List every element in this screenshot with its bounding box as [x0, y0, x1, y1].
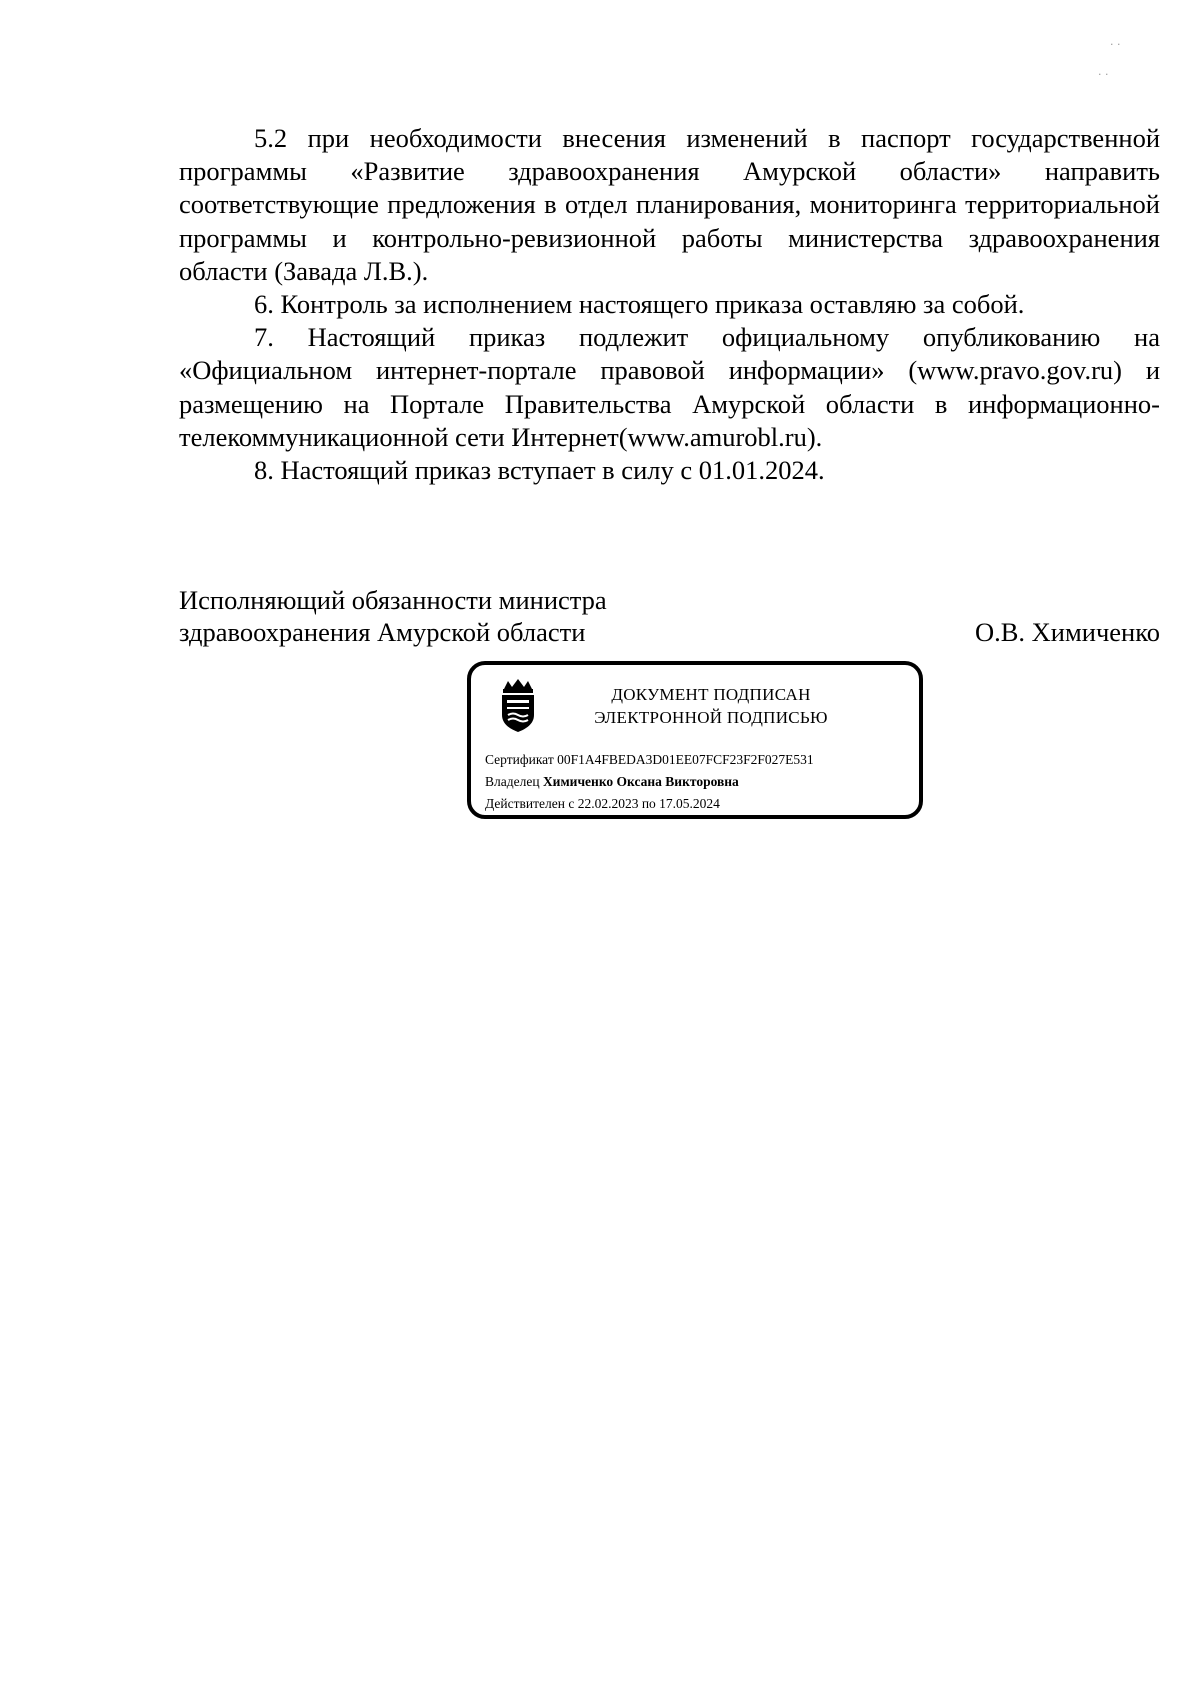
valid-label: Действителен	[485, 796, 565, 811]
certificate-value: 00F1A4FBEDA3D01EE07FCF23F2F027E531	[557, 752, 814, 767]
valid-from-date: 22.02.2023	[577, 796, 639, 811]
paragraph-5-2: 5.2 при необходимости внесения изменений в паспорт государственной программы «Развитие здравоохранения Амурской области» направить соответствующие предложения в отдел планирования, мониторинга территориальной программы и контрольно-ревизионной работы министерства здравоохранения области (Завада Л.В.).	[179, 123, 1160, 286]
valid-from-label: с	[568, 796, 575, 811]
signatory-title-line-1: Исполняющий обязанности министра	[179, 585, 607, 615]
scan-artifact: · ·	[1098, 68, 1109, 81]
stamp-header	[561, 683, 861, 729]
paragraph-8: 8. Настоящий приказ вступает в силу с 01.01.2024.	[254, 455, 825, 486]
stamp-validity-row	[485, 793, 814, 815]
signature-block	[179, 584, 1160, 648]
valid-to-date: 17.05.2024	[659, 796, 720, 811]
order-body-text	[179, 122, 1160, 487]
stamp-certificate-row	[485, 749, 814, 771]
stamp-details	[485, 749, 814, 815]
stamp-header-line-2: ЭЛЕКТРОННОЙ ПОДПИСЬЮ	[594, 708, 828, 727]
paragraph-7: 7. Настоящий приказ подлежит официальному опубликованию на «Официальном интернет-портале правовой информации» (www.pravo.gov.ru) и размещению на Портале Правительства Амурской области в информационно-телекоммуникационной сети Интернет(www.amurobl.ru).	[179, 322, 1160, 452]
coat-of-arms-icon	[498, 677, 538, 733]
electronic-signature-stamp	[467, 661, 923, 819]
signatory-title-line-2: здравоохранения Амурской области	[179, 617, 586, 647]
owner-label: Владелец	[485, 774, 540, 789]
certificate-label: Сертификат	[485, 752, 554, 767]
signatory-name: О.В. Химиченко	[974, 617, 1160, 647]
valid-to-label: по	[641, 796, 656, 811]
stamp-header-line-1: ДОКУМЕНТ ПОДПИСАН	[611, 685, 811, 704]
paragraph-6: 6. Контроль за исполнением настоящего приказа оставляю за собой.	[254, 289, 1025, 320]
scan-artifact: · ·	[1110, 38, 1121, 51]
owner-value: Химиченко Оксана Викторовна	[542, 774, 739, 789]
stamp-owner-row	[485, 771, 814, 793]
